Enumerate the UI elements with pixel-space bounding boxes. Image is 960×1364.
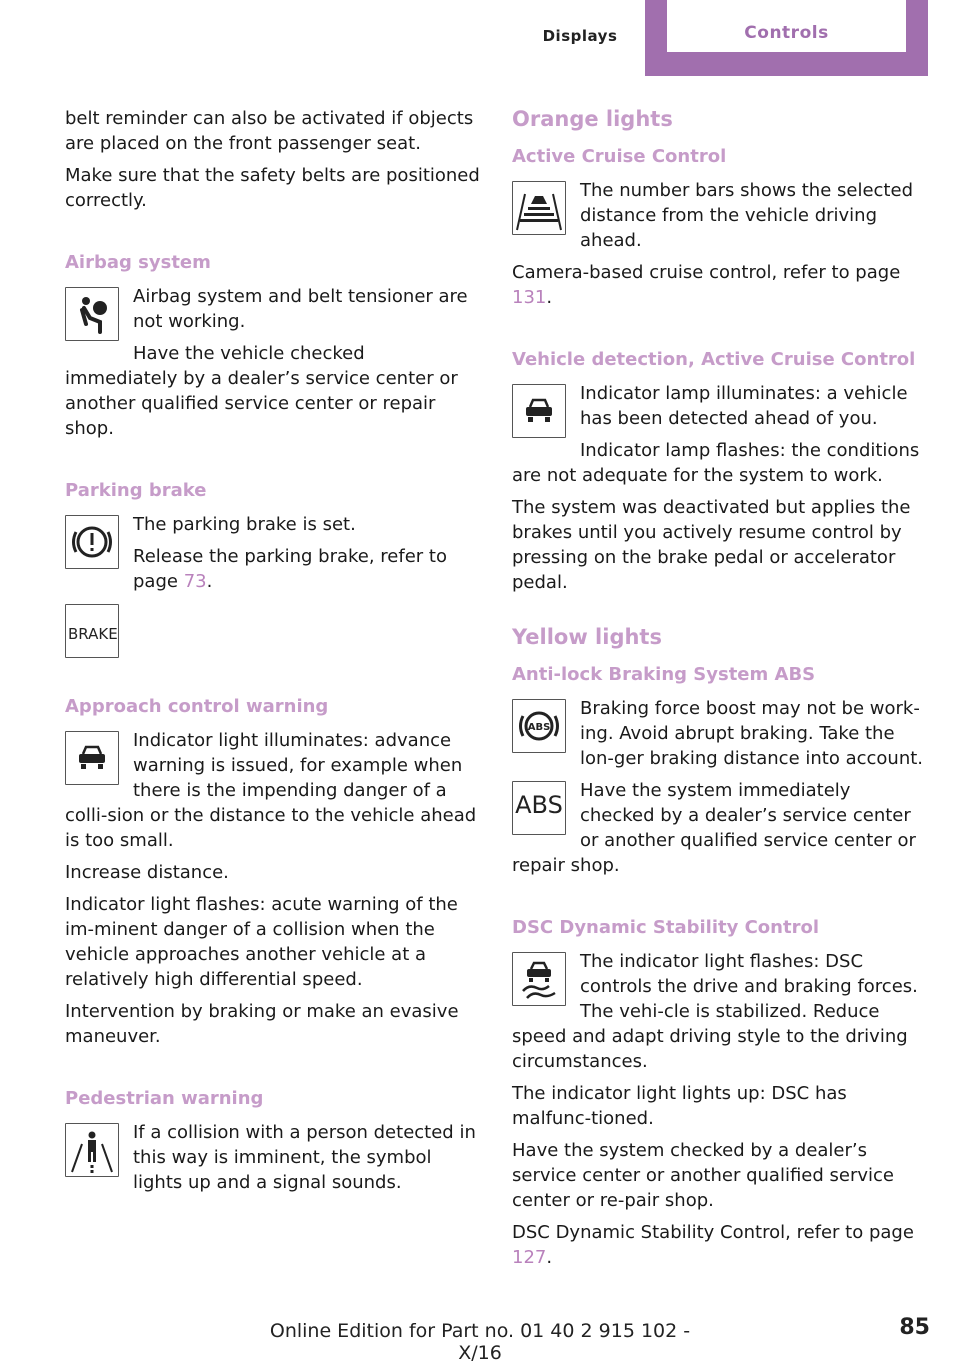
parking-brake-heading: Parking brake (65, 480, 207, 501)
abs-text: Have the system immediately checked by a dealer’s service center or another qualified service center or repair shop. (512, 780, 916, 876)
vehicle-detection-heading: Vehicle detection, Active Cruise Control (512, 349, 916, 370)
brake-icon-label: BRAKE (68, 625, 118, 643)
dsc-heading: DSC Dynamic Stability Control (512, 917, 820, 938)
pedestrian-warning-heading: Pedestrian warning (65, 1088, 264, 1109)
airbag-heading: Airbag system (65, 252, 211, 273)
parking-brake-text: The parking brake is set. (133, 514, 356, 535)
parking-brake-text: Release the parking brake, refer to page 73. (133, 546, 447, 592)
tab-displays[interactable]: Displays (542, 27, 618, 45)
dsc-icon (512, 952, 566, 1006)
tab-controls-label: Controls (667, 0, 906, 52)
vehicle-detection-text: Indicator lamp flashes: the conditions are not adequate for the system to work. (512, 440, 920, 486)
dsc-text: The indicator light flashes: DSC controls the drive and braking forces. The vehi‐cle is stabilized. Reduce speed and adapt driving style to the driving circumstances. (512, 951, 918, 1072)
car-icon (65, 731, 119, 785)
car-icon (512, 384, 566, 438)
right-column (512, 106, 930, 1277)
intro-paragraph: belt reminder can also be activated if objects are placed on the front passenger seat. (65, 108, 474, 154)
abs-heading: Anti-lock Braking System ABS (512, 664, 816, 685)
svg-text:ABS: ABS (527, 722, 551, 733)
left-column (65, 106, 480, 1202)
dsc-text: The indicator light lights up: DSC has malfunc‐tioned. (512, 1083, 847, 1129)
dsc-text: DSC Dynamic Stability Control, refer to page 127. (512, 1222, 914, 1268)
page-link[interactable]: 127 (512, 1247, 547, 1268)
page-number: 85 (899, 1315, 930, 1340)
approach-text: Increase distance. (65, 862, 229, 883)
approach-text: Indicator light flashes: acute warning of the im‐minent danger of a collision when the vehicle approaches another vehicle at a relatively high differential speed. (65, 894, 458, 990)
airbag-text: Have the vehicle checked immediately by a dealer’s service center or another qualified service center or repair shop. (65, 343, 458, 439)
parking-brake-icon (65, 515, 119, 569)
abs-text: Braking force boost may not be work‐ing. Avoid abrupt braking. Take the lon‐ger braking distance into account. (580, 698, 924, 769)
pedestrian-text: If a collision with a person detected in this way is imminent, the symbol lights up and a signal sounds. (133, 1122, 476, 1193)
page-link[interactable]: 131 (512, 287, 547, 308)
header-tabs (0, 0, 960, 76)
abs-circle-icon (512, 699, 566, 753)
airbag-icon (65, 287, 119, 341)
brake-text-icon (65, 604, 119, 658)
dsc-text: Have the system checked by a dealer’s service center or another qualified service center or re‐pair shop. (512, 1140, 894, 1211)
vehicle-detection-text: Indicator lamp illuminates: a vehicle has been detected ahead of you. (580, 383, 908, 429)
footer-edition: Online Edition for Part no. 01 40 2 915 102 - X/16 (269, 1320, 691, 1364)
approach-control-heading: Approach control warning (65, 696, 329, 717)
intro-paragraph: Make sure that the safety belts are positioned correctly. (65, 165, 480, 211)
airbag-text: Airbag system and belt tensioner are not working. (133, 286, 468, 332)
tab-controls[interactable] (645, 0, 928, 76)
abs-text-icon (512, 781, 566, 835)
abs-icon-label: ABS (515, 791, 563, 819)
approach-text: Intervention by braking or make an evasive maneuver. (65, 1001, 459, 1047)
acc-distance-icon (512, 181, 566, 235)
acc-heading: Active Cruise Control (512, 146, 727, 167)
approach-text: Indicator light illuminates: advance warning is issued, for example when there is the impending danger of a colli‐sion or the distance to the vehicle ahead is too small. (65, 730, 477, 851)
yellow-lights-heading: Yellow lights (512, 625, 662, 649)
acc-text: The number bars shows the selected distance from the vehicle driving ahead. (580, 180, 913, 251)
pedestrian-icon (65, 1123, 119, 1177)
acc-text: Camera-based cruise control, refer to page 131. (512, 262, 901, 308)
page-link[interactable]: 73 (183, 571, 207, 592)
orange-lights-heading: Orange lights (512, 107, 673, 131)
vehicle-detection-text: The system was deactivated but applies the brakes until you actively resume control by pressing on the brake pedal or accelerator pedal. (512, 497, 911, 593)
